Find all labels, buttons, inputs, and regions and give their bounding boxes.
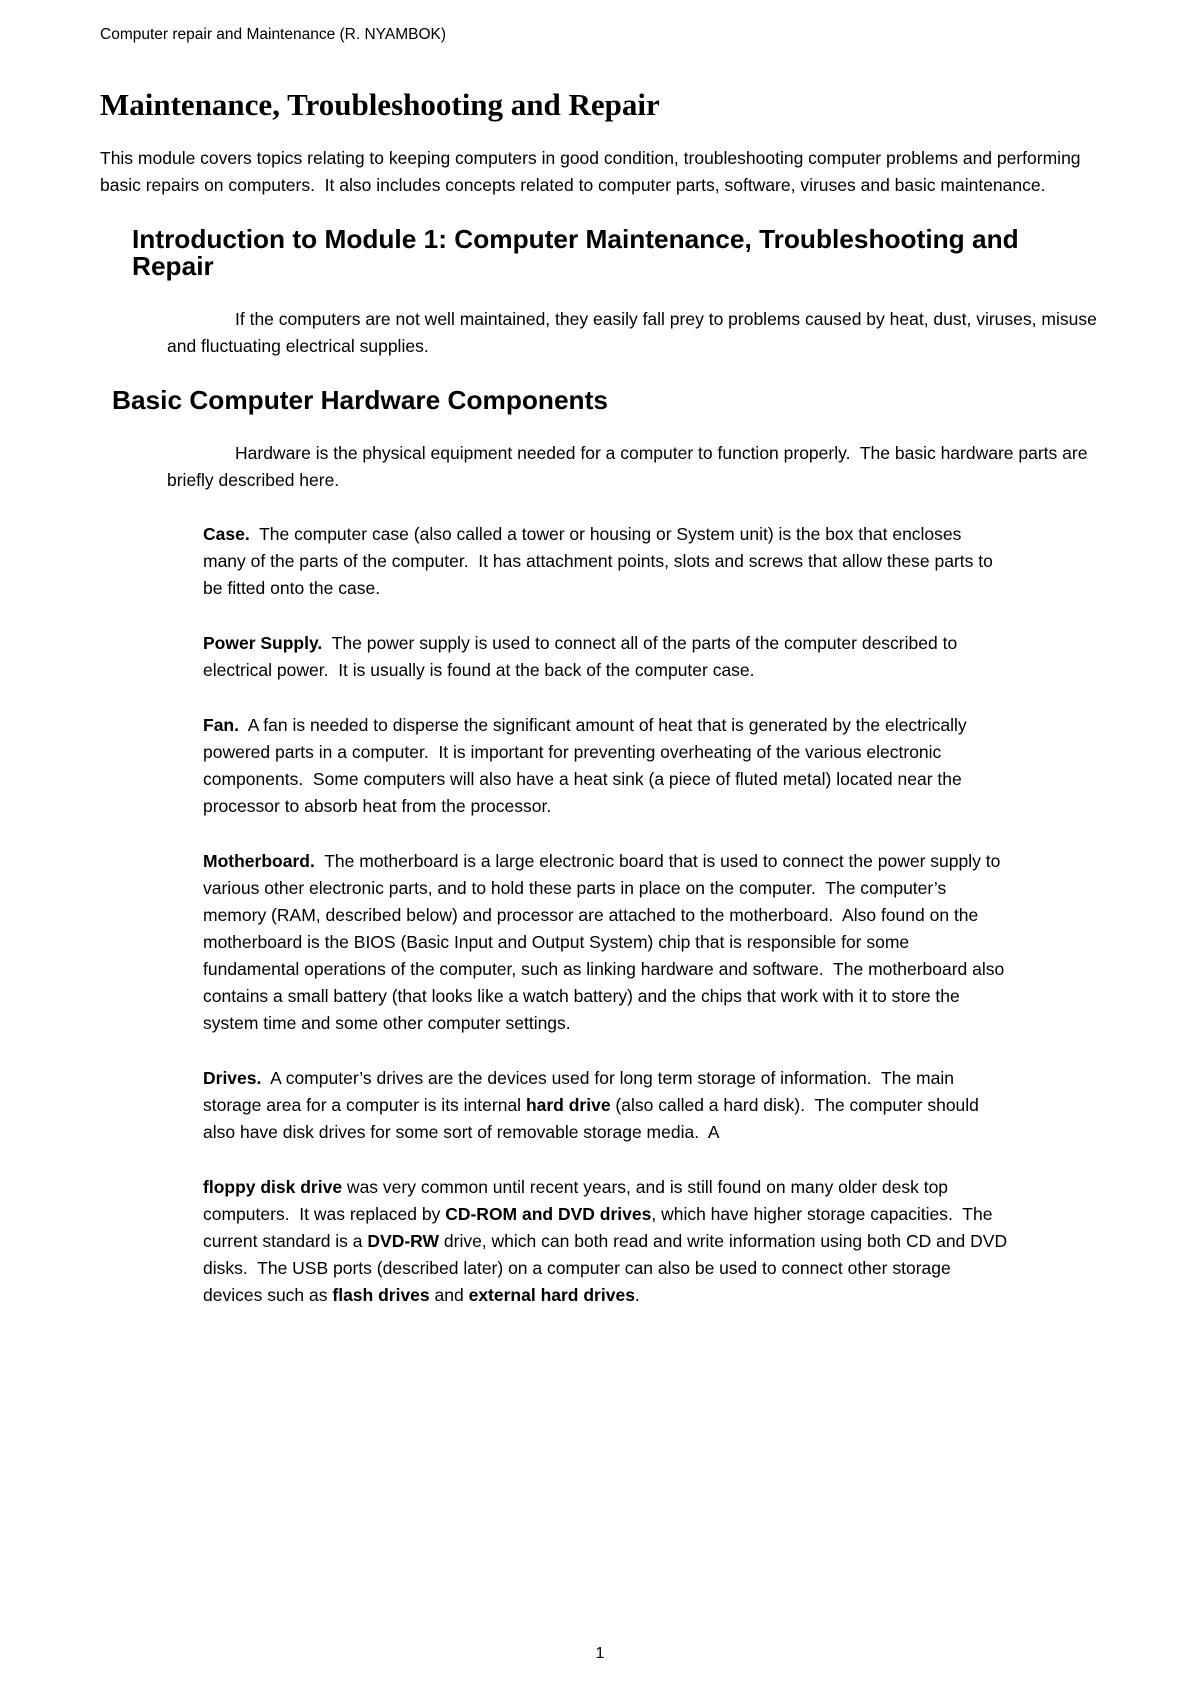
item-paragraph-drives: Drives. A computer’s drives are the devices used for long term storage of information. The main storage area for a computer is its internal hard drive (also called a hard disk). The computer should also have disk drives for some sort of removable storage media. A xyxy=(203,1068,984,1142)
item-paragraph-power-supply: Power Supply. The power supply is used to connect all of the parts of the computer described to electrical power. It is usually is found at the back of the computer case. xyxy=(203,633,963,680)
item-paragraph-floppy-disk-drive: floppy disk drive was very common until recent years, and is still found on many older desk top computers. It was replaced by CD-ROM and DVD drives, which have higher storage capacities. The current standard is a DVD-RW drive, which can both read and write information using both CD and DVD disks. The USB ports (described later) on a computer can also be used to connect other storage devices such as flash drives and external hard drives. xyxy=(203,1177,1012,1305)
item-paragraph-case: Case. The computer case (also called a tower or housing or System unit) is the box that encloses many of the parts of the computer. It has attachment points, slots and screws that allow these parts to be fitted onto the case. xyxy=(203,524,998,598)
document-title: Maintenance, Troubleshooting and Repair xyxy=(100,87,660,122)
page-header: Computer repair and Maintenance (R. NYAMBOK) xyxy=(100,26,447,43)
item-paragraph-fan: Fan. A fan is needed to disperse the significant amount of heat that is generated by the electrically powered parts in a computer. It is important for preventing overheating of the various electronic components. Some computers will also have a heat sink (a piece of fluted metal) located near the processor to absorb heat from the processor. xyxy=(203,715,972,816)
page-number: 1 xyxy=(595,1645,605,1662)
item-paragraph-motherboard: Motherboard. The motherboard is a large electronic board that is used to connect the power supply to various other electronic parts, and to hold these parts in place on the computer. The computer’s memory (RAM, described below) and processor are attached to the motherboard. Also found on the motherboard is the BIOS (Basic Input and Output System) chip that is responsible for some fundamental operations of the computer, such as linking hardware and software. The motherboard also contains a small battery (that looks like a watch battery) and the chips that work with it to store the system time and some other computer settings. xyxy=(203,851,1010,1033)
section-paragraph-hardware: Hardware is the physical equipment needed for a computer to function properly. The basic hardware parts are briefly described here. xyxy=(167,443,1093,490)
section-paragraph-maintenance: If the computers are not well maintained, they easily fall prey to problems caused by heat, dust, viruses, misuse and fluctuating electrical supplies. xyxy=(167,309,1102,356)
intro-paragraph: This module covers topics relating to keeping computers in good condition, troubleshooting computer problems and performing basic repairs on computers. It also includes concepts related to computer parts, software, viruses and basic maintenance. xyxy=(100,148,1086,195)
section-heading-introduction-module-1: Introduction to Module 1: Computer Maintenance, Troubleshooting and Repair xyxy=(132,224,1026,281)
section-heading-hardware-components: Basic Computer Hardware Components xyxy=(112,385,608,415)
